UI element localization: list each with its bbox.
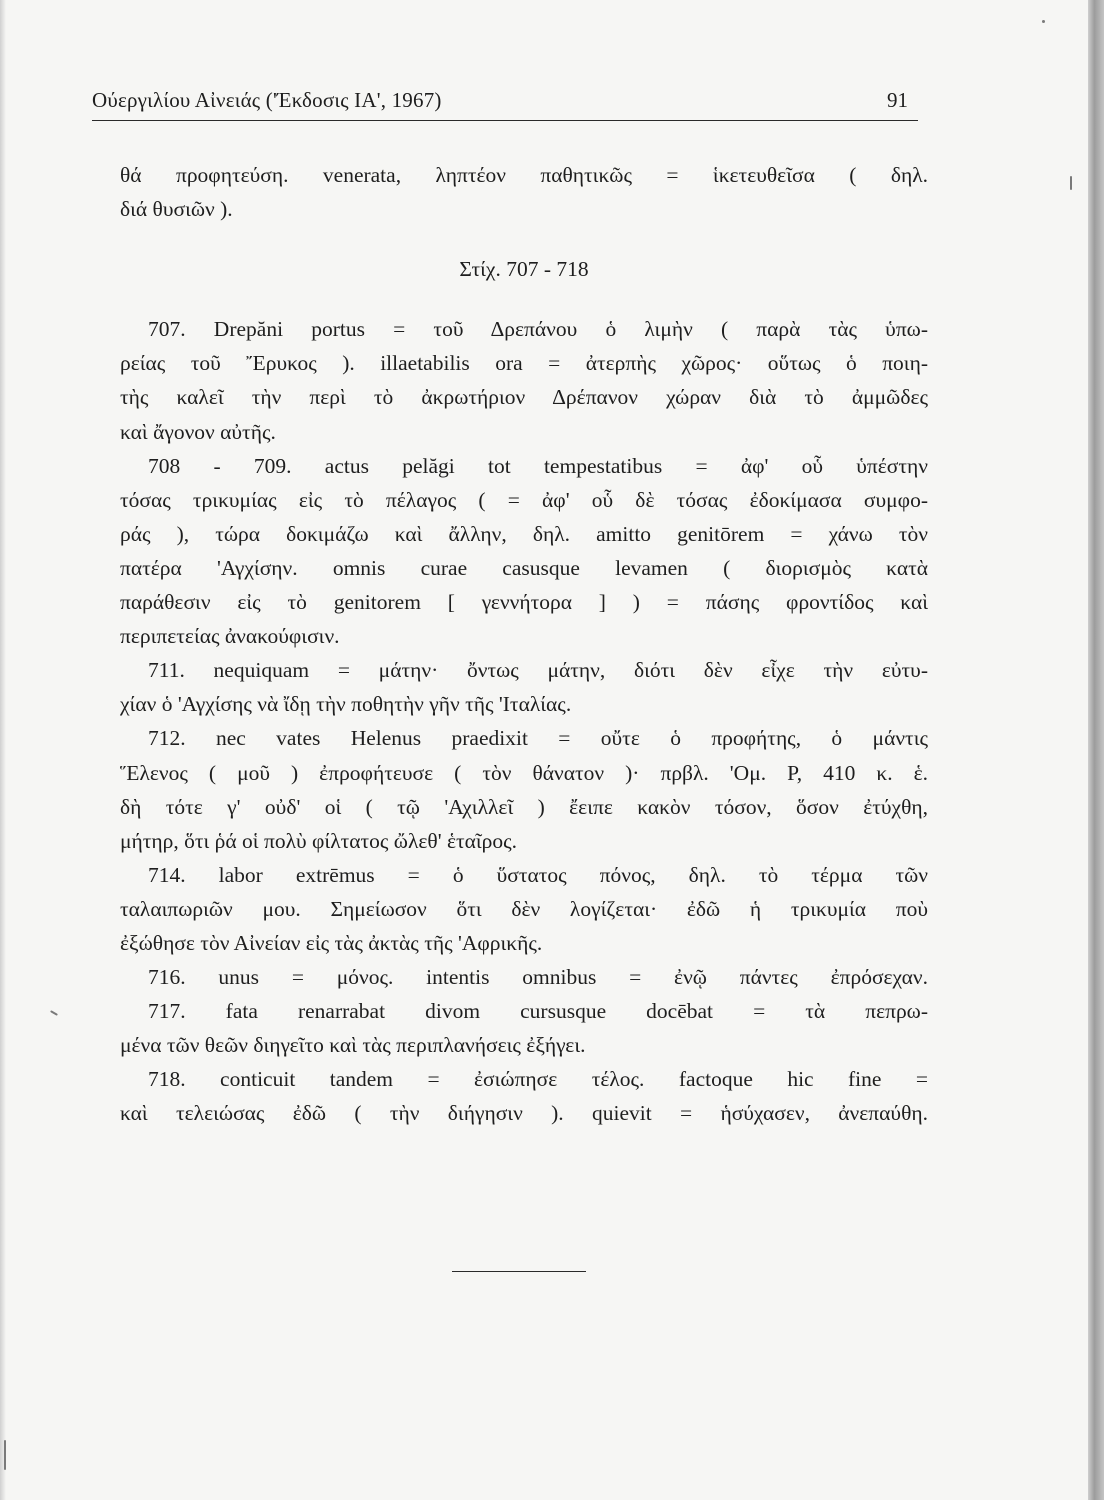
- text-line: ρείας τοῦ Ἔρυκος ). illaetabilis ora = ἀτερπὴς χῶρος· οὕτως ὁ ποιη-: [120, 351, 928, 376]
- text-line: πατέρα 'Αγχίσην. omnis curae casusque levamen ( διορισμὸς κατὰ: [120, 555, 928, 580]
- page-edge-shadow: [1088, 0, 1104, 1500]
- text-line: 711. nequiquam = μάτην· ὄντως μάτην, διότι δὲν εἶχε τὴν εὐτυ-: [148, 658, 928, 683]
- text-line: τόσας τρικυμίας εἰς τὸ πέλαγος ( = ἀφ' οὗ δὲ τόσας ἐδοκίμασα συμφο-: [120, 487, 928, 512]
- text-line: Ἕλενος ( μοῦ ) ἐπροφήτευσε ( τὸν θάνατον )· πρβλ. 'Ομ. Ρ, 410 κ. ἑ.: [120, 760, 928, 785]
- text-line: παράθεσιν εἰς τὸ genitorem [ γεννήτορα ] ) = πάσης φροντίδος καὶ: [120, 590, 928, 615]
- spacer: [120, 226, 928, 252]
- text-line: μήτηρ, ὅτι ῥά οἱ πολὺ φίλτατος ὤλεθ' ἑταῖρος.: [120, 828, 518, 853]
- text-line: περιπετείας ἀνακούφισιν.: [120, 624, 340, 649]
- text-line: τὴς καλεῖ τὴν περὶ τὸ ἀκρωτήριον Δρέπανον χώραν διὰ τὸ ἀμμῶδες: [120, 385, 928, 410]
- text-line: μένα τῶν θεῶν διηγεῖτο καὶ τὰς περιπλανήσεις ἐξήγει.: [120, 1033, 586, 1058]
- commentary-text: [120, 158, 928, 1131]
- scan-mark: [1070, 176, 1072, 190]
- text-line: καὶ τελειώσας ἐδῶ ( τὴν διήγησιν ). quievit = ἡσύχασεν, ἀνεπαύθη.: [120, 1101, 928, 1126]
- scan-speck: [50, 1010, 58, 1016]
- text-line: 708 - 709. actus pelăgi tot tempestatibus = ἀφ' οὗ ὑπέστην: [148, 453, 928, 478]
- text-line: ταλαιπωριῶν μου. Σημείωσον ὅτι δὲν λογίζεται· ἐδῶ ἡ τρικυμία ποὺ: [120, 896, 928, 921]
- page-number: 91: [887, 88, 908, 112]
- end-rule: [452, 1271, 586, 1272]
- text-line: καὶ ἄγονον αὐτῆς.: [120, 419, 276, 444]
- text-line: χίαν ὁ 'Αγχίσης νὰ ἴδῃ τὴν ποθητὴν γῆν τῆς 'Ιταλίας.: [120, 692, 572, 717]
- text-line: 714. labor extrēmus = ὁ ὕστατος πόνος, δηλ. τὸ τέρμα τῶν: [148, 862, 928, 887]
- page-gutter-shadow: [0, 0, 6, 1500]
- header-rule: [92, 120, 918, 121]
- text-line: διά θυσιῶν ).: [120, 197, 233, 222]
- section-heading: Στίχ. 707 - 718: [459, 257, 589, 282]
- text-line: 707. Drepăni portus = τοῦ Δρεπάνου ὁ λιμὴν ( παρὰ τὰς ὑπω-: [148, 317, 928, 342]
- scan-mark: [4, 1440, 6, 1470]
- scan-speck: [1042, 20, 1045, 23]
- text-line: ράς ), τώρα δοκιμάζω καὶ ἄλλην, δηλ. amitto genitōrem = χάνω τὸν: [120, 521, 928, 546]
- text-line: 716. unus = μόνος. intentis omnibus = ἐνῷ πάντες ἐπρόσεχαν.: [148, 965, 928, 990]
- text-line: 717. fata renarrabat divom cursusque docēbat = τὰ πεπρω-: [148, 999, 928, 1024]
- text-line: θά προφητεύση. venerata, ληπτέον παθητικῶς = ἱκετευθεῖσα ( δηλ.: [120, 163, 928, 187]
- text-line: 712. nec vates Helenus praedixit = οὔτε ὁ προφήτης, ὁ μάντις: [148, 726, 928, 751]
- text-line: δὴ τότε γ' οὐδ' οἱ ( τῷ 'Αχιλλεῖ ) ἔειπε κακὸν τόσον, ὅσον ἐτύχθη,: [120, 794, 928, 819]
- running-head-title: Ούεργιλίου Αἰνειάς ('Έκδοσις ΙΑ', 1967): [92, 88, 442, 112]
- text-line: ἐξώθησε τὸν Αἰνείαν εἰς τὰς ἀκτὰς τῆς 'Αφρικῆς.: [120, 930, 543, 955]
- spacer: [120, 286, 928, 312]
- text-line: 718. conticuit tandem = ἐσιώπησε τέλος. factoque hic fine =: [148, 1067, 928, 1092]
- running-head: [92, 84, 918, 116]
